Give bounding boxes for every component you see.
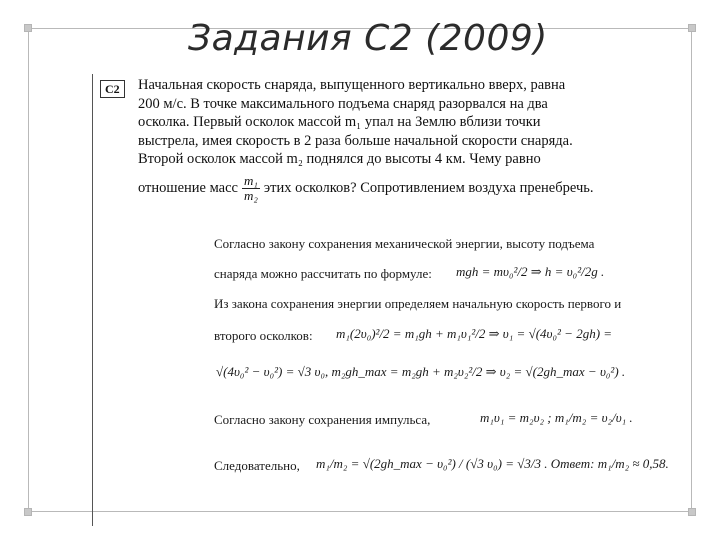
solution-line: снаряда можно рассчитать по формуле: xyxy=(214,266,432,281)
solution-line: Из закона сохранения энергии определяем начальную скорость первого и xyxy=(214,296,622,311)
formula-velocity-1: m₁(2υ₀)²/2 = m₁gh + m₁υ₁²/2 ⇒ υ₁ = √(4υ₀² − 2gh) = xyxy=(336,326,613,341)
problem-line: осколка. Первый осколок массой m₁ упал на Землю вблизи точки xyxy=(138,114,541,131)
margin-line xyxy=(92,74,93,526)
formula-velocity-2: √(4υ₀² − υ₀²) = √3 υ₀, m₂gh_max = m₂gh + m₂υ₂²/2 ⇒ υ₂ = √(2gh_max − υ₀²) . xyxy=(216,364,626,379)
solution-line: Согласно закону сохранения импульса, xyxy=(214,412,431,427)
problem-question-line xyxy=(138,174,668,203)
formula-answer: m₁/m₂ = √(2gh_max − υ₀²) / (√3 υ₀) = √3/3 . Ответ: m₁/m₂ ≈ 0,58. xyxy=(316,456,669,471)
task-badge: С2 xyxy=(100,80,125,98)
formula-height: mgh = mυ₀²/2 ⇒ h = υ₀²/2g . xyxy=(456,264,605,279)
fraction-numerator: m₁ xyxy=(243,173,258,188)
corner-handle xyxy=(24,24,32,32)
formula-momentum: m₁υ₁ = m₂υ₂ ; m₁/m₂ = υ₂/υ₁ . xyxy=(480,410,633,425)
problem-tail-before: отношение масс xyxy=(138,180,238,196)
fraction-denominator: m₂ xyxy=(243,188,258,203)
page-title: Задания С2 (2009) xyxy=(188,18,548,59)
problem-line: выстрела, имея скорость в 2 раза больше начальной скорости снаряда. xyxy=(138,132,573,149)
corner-handle xyxy=(688,24,696,32)
corner-handle xyxy=(688,508,696,516)
problem-line: Второй осколок массой m₂ поднялся до высоты 4 км. Чему равно xyxy=(138,151,541,168)
mass-ratio-fraction xyxy=(242,174,260,203)
corner-handle xyxy=(24,508,32,516)
problem-tail-after: этих осколков? Сопротивлением воздуха пренебречь. xyxy=(263,180,594,196)
problem-line: Начальная скорость снаряда, выпущенного вертикально вверх, равна xyxy=(138,77,566,93)
solution-line: Согласно закону сохранения механической энергии, высоту подъема xyxy=(214,236,595,251)
solution-line: второго осколков: xyxy=(214,328,313,343)
solution-line: Следовательно, xyxy=(214,458,300,473)
problem-line: 200 м/с. В точке максимального подъема снаряд разорвался на два xyxy=(138,95,548,112)
problem-text xyxy=(138,76,668,169)
